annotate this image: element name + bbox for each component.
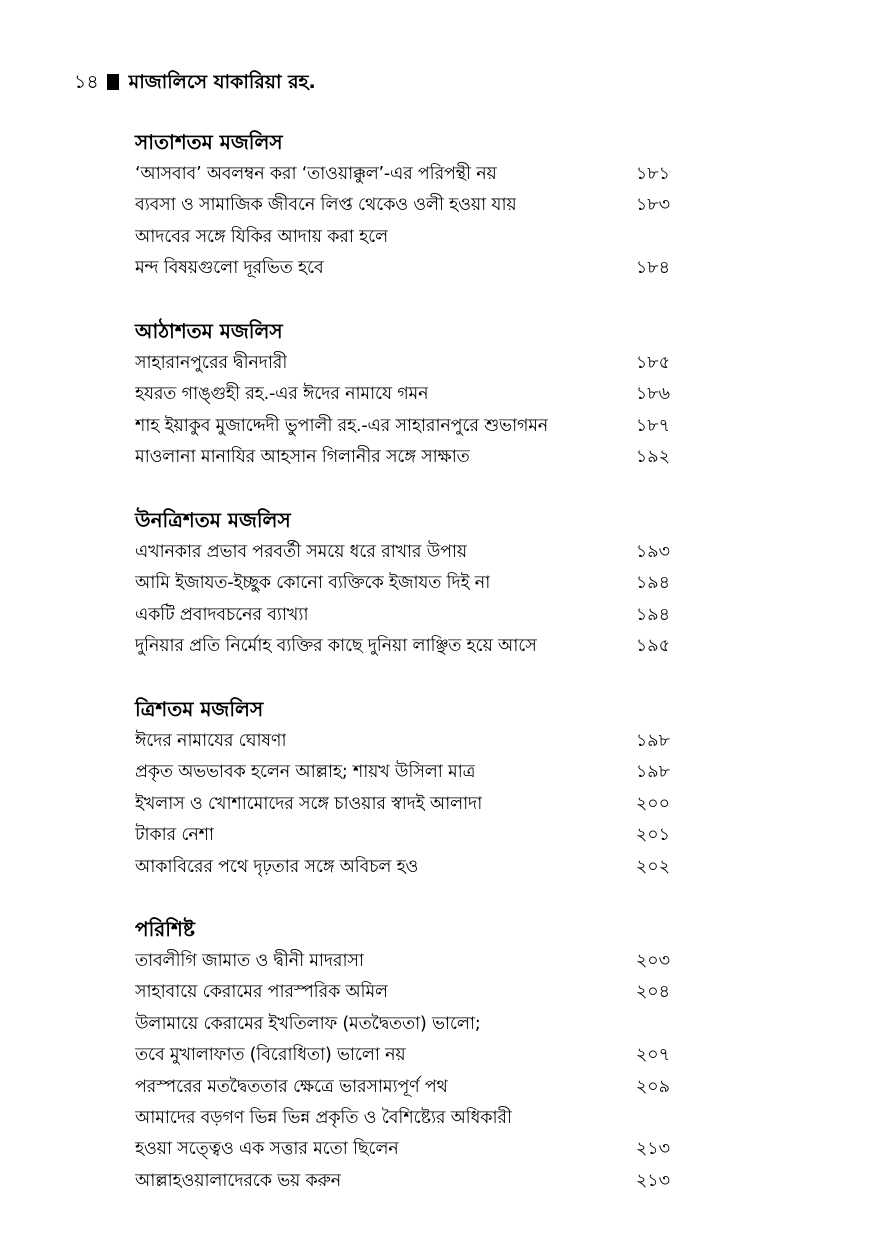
toc-section-30 — [135, 692, 670, 883]
section-title: উনত্রিশতম মজলিস — [135, 508, 291, 532]
toc-entry — [135, 159, 670, 190]
entry-text: ঈদের নামাযের ঘোষণা — [135, 731, 287, 751]
entry-page: ২০৯ — [635, 1076, 670, 1097]
entry-page: ২০১ — [635, 825, 670, 846]
page-number: ১৪ — [74, 71, 99, 93]
entry-text: ব্যবসা ও সামাজিক জীবনে লিপ্ত থেকেও ওলী হওয়া যায় — [135, 195, 517, 216]
square-bullet-icon — [107, 74, 119, 90]
toc-entry — [135, 631, 670, 662]
toc-section-28 — [135, 314, 670, 474]
entry-page: ১৮৪ — [635, 258, 670, 279]
entry-text: টাকার নেশা — [135, 825, 214, 846]
entry-page: ১৯২ — [635, 447, 670, 468]
entry-page: ১৯৪ — [635, 573, 670, 594]
toc-entry — [135, 946, 670, 977]
entry-text: তাবলীগি জামাত ও দ্বীনী মাদরাসা — [135, 951, 364, 971]
entry-page: ১৯৮ — [635, 762, 670, 783]
entry-text: হওয়া সত্ত্বেও এক সত্তার মতো ছিলেন — [135, 1139, 399, 1160]
entry-text: শাহ ইয়াকুব মুজাদ্দেদী ভুপালী রহ.-এর সাহারানপুরে শুভাগমন — [135, 415, 548, 436]
section-title: আঠাশতম মজলিস — [135, 319, 283, 343]
entry-text: তবে মুখালাফাত (বিরোধিতা) ভালো নয় — [135, 1045, 406, 1066]
entry-page: ১৯৩ — [635, 542, 670, 562]
toc-entry — [135, 190, 670, 221]
toc-entry — [135, 1040, 670, 1071]
entry-page: ২১৩ — [635, 1170, 670, 1191]
toc-entry — [135, 1009, 670, 1040]
entry-page: ১৯৪ — [635, 604, 670, 625]
toc-entry — [135, 1072, 670, 1103]
section-title: পরিশিষ্ট — [135, 917, 195, 941]
toc-entry — [135, 789, 670, 820]
running-header — [74, 68, 316, 96]
entry-text: আমাদের বড়গণ ভিন্ন ভিন্ন প্রকৃতি ও বৈশিষ্ট্যের অধিকারী — [135, 1107, 512, 1128]
toc-entry — [135, 348, 670, 379]
entry-text: উলামায়ে কেরামের ইখতিলাফ (মতদ্বৈততা) ভালো; — [135, 1013, 481, 1034]
entry-page: ২০০ — [635, 793, 670, 814]
entry-text: আমি ইজাযত-ইচ্ছুক কোনো ব্যক্তিকে ইজাযত দিই না — [135, 573, 491, 594]
toc-entry — [135, 442, 670, 473]
entry-page: ১৮৫ — [635, 353, 670, 373]
toc-entry — [135, 977, 670, 1008]
entry-page: ১৮৭ — [635, 415, 670, 436]
entry-text: আল্লাহওয়ালাদেরকে ভয় করুন — [135, 1170, 342, 1191]
entry-page: ১৮৩ — [635, 195, 670, 216]
entry-page: ২০৪ — [635, 982, 670, 1003]
toc-entry — [135, 537, 670, 568]
toc-entry — [135, 253, 670, 284]
toc-entry — [135, 1134, 670, 1165]
toc-entry — [135, 1166, 670, 1197]
section-title: সাতাশতম মজলিস — [135, 130, 283, 154]
entry-text: সাহারানপুরের দ্বীনদারী — [135, 353, 288, 373]
entry-text: পরস্পরের মতদ্বৈততার ক্ষেত্রে ভারসাম্যপূর্ণ পথ — [135, 1076, 448, 1097]
toc-entry — [135, 820, 670, 851]
entry-text: সাহাবায়ে কেরামের পারস্পরিক অমিল — [135, 982, 388, 1003]
toc-entry — [135, 379, 670, 410]
entry-text: ‘আসবাব’ অবলম্বন করা ‘তাওয়াক্কুল’-এর পরিপন্থী নয় — [135, 164, 497, 184]
toc-section-appendix — [135, 912, 670, 1197]
entry-page: ১৯৫ — [635, 636, 670, 657]
entry-text: প্রকৃত অভভাবক হলেন আল্লাহ; শায়খ উসিলা মাত্র — [135, 762, 476, 783]
entry-text: হযরত গাঙ্গুহী রহ.-এর ঈদের নামাযে গমন — [135, 384, 429, 405]
entry-text: মাওলানা মানাযির আহসান গিলানীর সঙ্গে সাক্ষাত — [135, 447, 470, 468]
toc-entry — [135, 757, 670, 788]
entry-page: ২০২ — [635, 856, 670, 877]
toc-entry — [135, 726, 670, 757]
entry-page — [632, 222, 670, 253]
entry-page: ২০৭ — [635, 1045, 670, 1066]
entry-text: এখানকার প্রভাব পরবর্তী সময়ে ধরে রাখার উপায় — [135, 542, 468, 562]
running-book-title: মাজালিসে যাকারিয়া রহ. — [128, 71, 316, 93]
entry-page: ২১৩ — [635, 1139, 670, 1160]
toc-entry — [135, 411, 670, 442]
entry-text: মন্দ বিষয়গুলো দূরভিত হবে — [135, 258, 324, 279]
toc-entry — [135, 852, 670, 883]
entry-page: ১৮৬ — [635, 384, 670, 405]
entry-text: ইখলাস ও খোশামোদের সঙ্গে চাওয়ার স্বাদই আলাদা — [135, 793, 483, 814]
entry-page: ২০৩ — [635, 951, 670, 971]
entry-text: দুনিয়ার প্রতি নির্মোহ ব্যক্তির কাছে দুনিয়া লাঞ্ছিত হয়ে আসে — [135, 636, 537, 657]
entry-text: একটি প্রবাদবচনের ব্যাখ্যা — [135, 604, 309, 625]
toc-section-29 — [135, 503, 670, 663]
entry-page: ১৯৮ — [635, 731, 670, 751]
entry-text: আদবের সঙ্গে যিকির আদায় করা হলে — [135, 226, 388, 247]
entry-text: আকাবিরের পথে দৃঢ়তার সঙ্গে অবিচল হও — [135, 856, 419, 877]
entry-page: ১৮১ — [635, 164, 670, 184]
section-title: ত্রিশতম মজলিস — [135, 697, 264, 721]
entry-page — [632, 1009, 670, 1040]
toc-entry — [135, 568, 670, 599]
toc-section-27 — [135, 125, 670, 285]
toc-entry — [135, 600, 670, 631]
entry-page — [632, 1103, 670, 1134]
toc-entry — [135, 222, 670, 253]
toc-entry — [135, 1103, 670, 1134]
